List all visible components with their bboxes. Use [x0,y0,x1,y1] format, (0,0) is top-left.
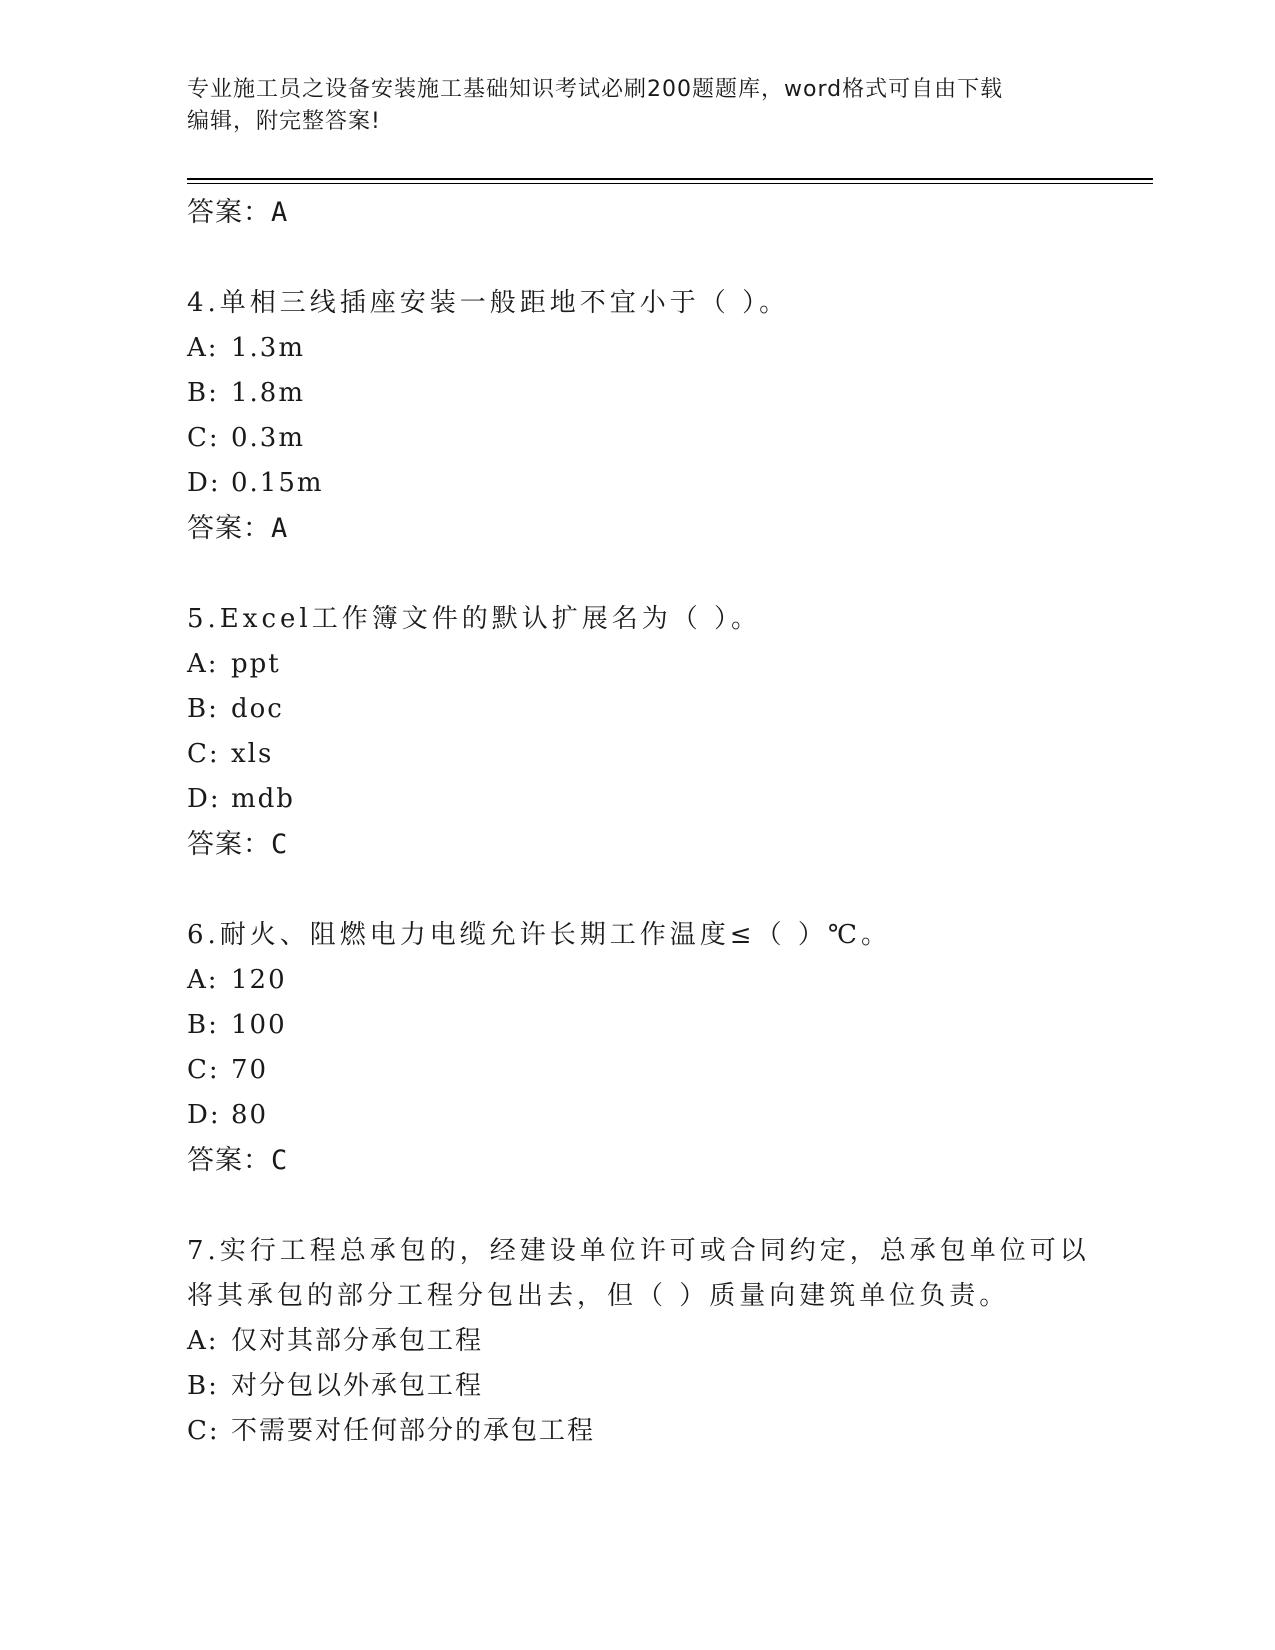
option-c [187,1048,1153,1093]
option-label: C: [187,739,220,769]
option-text: 70 [231,1055,269,1085]
answer-line [187,1138,1153,1183]
header-divider-thin [187,183,1153,184]
option-text: xls [231,739,274,769]
option-label: C: [187,1055,220,1085]
option-label: A: [187,1326,219,1356]
option-b [187,687,1153,732]
option-label: B: [187,378,219,408]
question-text-line-2: 将其承包的部分工程分包出去，但（ ）质量向建筑单位负责。 [187,1281,1010,1311]
option-a [187,1319,1153,1364]
option-label: B: [187,1371,219,1401]
option-a [187,326,1153,371]
answer-label: 答案： [187,197,271,228]
option-label: D: [187,468,221,498]
question-text: 4.单相三线插座安装一般距地不宜小于（ ）。 [187,288,790,318]
header-divider-thick [187,178,1153,180]
option-d [187,777,1153,822]
option-text: 不需要对任何部分的承包工程 [231,1416,596,1446]
answer-line [187,506,1153,551]
option-c [187,416,1153,461]
option-b [187,1003,1153,1048]
header-line-1: 专业施工员之设备安装施工基础知识考试必刷200题题库，word格式可自由下载 [187,77,1004,102]
option-b [187,1364,1153,1409]
option-text: 80 [231,1100,269,1130]
option-text: 1.8m [231,378,306,408]
option-label: C: [187,423,220,453]
answer-value: A [271,513,289,544]
spacer [187,867,1153,913]
answer-label: 答案： [187,513,271,544]
option-label: A: [187,649,219,679]
question-5 [187,597,1153,867]
option-label: B: [187,694,219,724]
option-text: mdb [231,784,295,814]
spacer [187,551,1153,597]
option-label: B: [187,1010,219,1040]
question-text-line-1: 7.实行工程总承包的，经建设单位许可或合同约定，总承包单位可以 [187,1236,1090,1266]
answer-line [187,190,1153,235]
answer-label: 答案： [187,1145,271,1176]
option-a [187,958,1153,1003]
option-text: 对分包以外承包工程 [231,1371,484,1401]
option-b [187,371,1153,416]
question-6 [187,913,1153,1183]
option-text: 1.3m [231,333,306,363]
option-text: 0.3m [231,423,306,453]
answer-value: C [271,1145,289,1176]
answer-line [187,822,1153,867]
option-c [187,1409,1153,1454]
option-text: ppt [231,649,281,679]
option-text: 100 [231,1010,287,1040]
answer-label: 答案： [187,829,271,860]
question-text: 5.Excel工作簿文件的默认扩展名为（ ）。 [187,604,761,634]
question-list [187,190,1153,1454]
spacer [187,1183,1153,1229]
option-c [187,732,1153,777]
option-label: C: [187,1416,220,1446]
option-text: doc [231,694,284,724]
option-d [187,1093,1153,1138]
option-label: A: [187,333,219,363]
answer-value: A [271,197,289,228]
spacer [187,235,1153,281]
option-text: 120 [231,965,287,995]
option-d [187,461,1153,506]
document-header [187,74,1067,138]
question-7 [187,1229,1153,1454]
option-label: D: [187,1100,221,1130]
header-line-2: 编辑，附完整答案! [187,109,381,134]
option-text: 仅对其部分承包工程 [231,1326,484,1356]
question-text: 6.耐火、阻燃电力电缆允许长期工作温度≤（ ）℃。 [187,920,891,950]
option-a [187,642,1153,687]
option-label: A: [187,965,219,995]
option-label: D: [187,784,221,814]
answer-value: C [271,829,289,860]
question-4 [187,281,1153,551]
option-text: 0.15m [231,468,324,498]
